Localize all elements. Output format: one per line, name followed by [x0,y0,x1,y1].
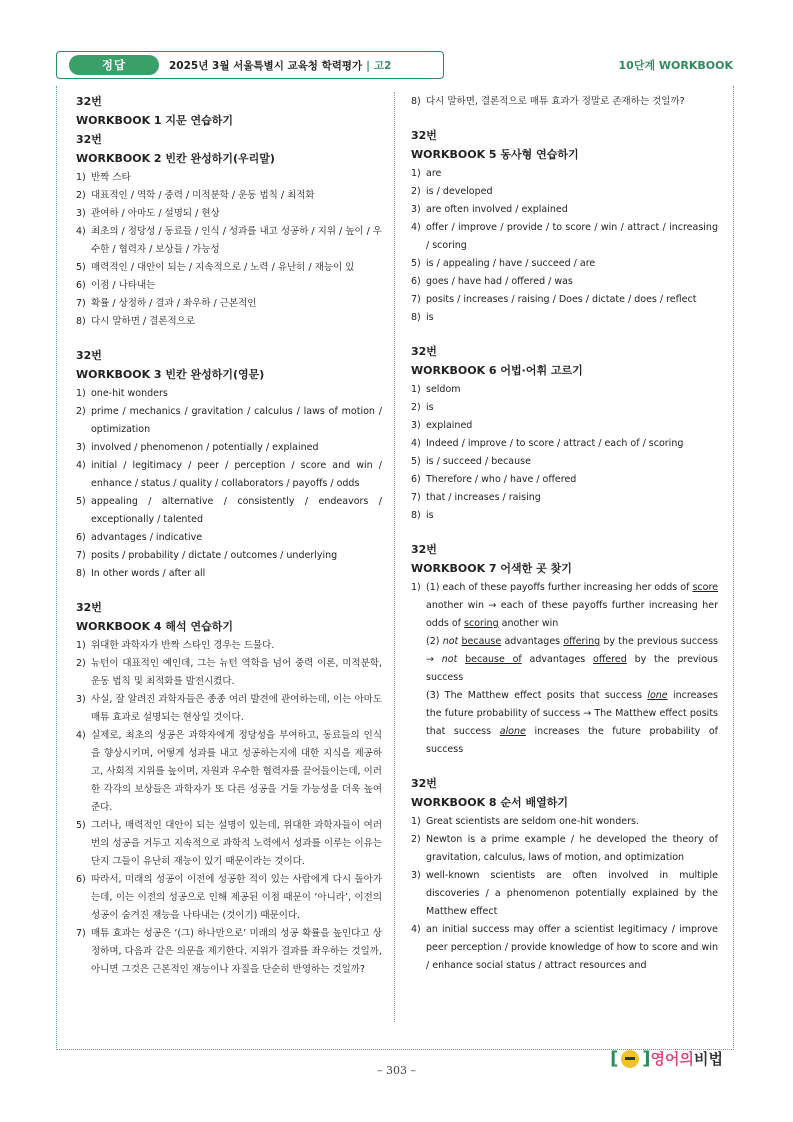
answer-list [411,579,718,759]
list-item: 7) posits / probability / dictate / outcomes / underlying [76,550,338,561]
section-title: WORKBOOK 8 순서 배열하기 [411,796,568,809]
list-item: 2) is [411,402,434,413]
list-item: 1) 반짝 스타 [76,172,131,183]
list-item: 2) prime / mechanics / gravitation / calculus / laws of motion / optimization [76,406,382,435]
list-item: 3) explained [411,420,473,431]
page-number: – 303 – [377,1064,416,1077]
logo-text-b: 비법 [694,1050,723,1068]
section-number: 32번 [76,349,102,362]
list-item: 6) 따라서, 미래의 성공이 이전에 성공한 적이 있는 사람에게 다시 돌아가는데, 이는 이전의 성공으로 인해 제공된 이점 때문이 ‘아니라’, 이전의 성공이 숨겨진 재능을 나타내는 (것이기) 때문이다. [76,874,382,921]
list-item: 3) well-known scientists are often involved in multiple discoveries / a phenomenon potentially explained by the Matthew effect [411,870,718,917]
list-item: 1) Great scientists are seldom one-hit wonders. [411,816,639,827]
section-number: 32번 [76,133,102,146]
list-item: 6) goes / have had / offered / was [411,276,573,287]
correction-1: (1) each of these payoffs further increasing her odds of score another win → each of these payoffs further increasing her odds of scoring another win [426,582,718,629]
section-number: 32번 [411,543,437,556]
correction-3: (3) The Matthew effect posits that success lone increases the future probability of success → The Matthew effect posits that success alone increases the future probability of success [426,690,718,755]
exam-title [169,58,391,73]
answer-list [76,169,382,331]
answer-list [411,381,718,525]
list-item: 5) 그러나, 매력적인 대안이 되는 설명이 있는데, 위대한 과학자들이 여러 번의 성공을 거두고 지속적으로 과학적 노력에서 성과를 이루는 이유는 단지 그들이 유난히 재능이 있기 때문이라는 것이다. [76,820,382,867]
list-item: 4) 실제로, 최초의 성공은 과학자에게 정당성을 부여하고, 동료들의 인식을 향상시키며, 어떻게 성과를 내고 성공하는지에 대한 지식을 제공하고, 사회적 지위를 높이며, 자원과 우수한 협력자를 끌어들이는데, 이러한 각각의 보상들은 과학자가 또 다른 성공을 거둘 가능성을 더욱 높여 준다. [76,730,382,813]
list-item: 6) 이점 / 나타내는 [76,280,156,291]
section-number: 32번 [76,95,102,108]
list-item: 3) are often involved / explained [411,204,568,215]
bracket-left-icon: [ [610,1048,619,1069]
list-item: 1) one-hit wonders [76,388,168,399]
list-item: 4) an initial success may offer a scientist legitimacy / improve peer perception / provide knowledge of how to score and win / enhance social status / attract resources and [411,924,718,971]
list-item: 2) 뉴턴이 대표적인 예인데, 그는 뉴턴 역학을 넘어 중력 이론, 미적분학, 운동 법칙 및 최적화를 발전시켰다. [76,658,382,687]
list-item: 7) 확률 / 상정하 / 결과 / 좌우하 / 근본적인 [76,298,257,309]
list-item: 6) advantages / indicative [76,532,203,543]
list-item: 5) is / appealing / have / succeed / are [411,258,596,269]
list-item: 3) 관여하 / 아마도 / 설명되 / 현상 [76,208,220,219]
bracket-right-icon: ] [642,1048,651,1069]
section-title: WORKBOOK 6 어법·어휘 고르기 [411,364,583,377]
section-title: WORKBOOK 7 어색한 곳 찾기 [411,562,572,575]
section-title: WORKBOOK 2 빈칸 완성하기(우리말) [76,152,275,165]
correction-2: (2) not because advantages offering by the previous success → not because of advantages offered by the previous success [426,636,719,683]
brand-logo [610,1048,723,1069]
list-item: 8) 다시 말하면 / 결론적으로 [76,316,196,327]
section-title: WORKBOOK 4 해석 연습하기 [76,620,233,633]
list-item: 1) 위대한 과학자가 반짝 스타인 경우는 드물다. [76,640,275,651]
answer-list [411,165,718,327]
list-item: 7) 매튜 효과는 성공은 ‘(그) 하나만으로’ 미래의 성공 확률을 높인다고 상정하며, 다음과 같은 의문을 제기한다. 지위가 결과를 좌우하는 것일까, 아니면 그것은 근본적인 재능이나 자질을 단순히 반영하는 것일까? [76,928,382,975]
section-number: 32번 [76,601,102,614]
list-item: 7) that / increases / raising [411,492,541,503]
answer-header-box [56,51,444,79]
section-number: 32번 [411,345,437,358]
list-item: 4) offer / improve / provide / to score / win / attract / increasing / scoring [411,222,718,251]
list-item: 8) is [411,510,434,521]
list-item: 2) is / developed [411,186,493,197]
list-item: 2) Newton is a prime example / he developed the theory of gravitation, calculus, laws of motion, and optimization [411,834,718,863]
list-item: 3) involved / phenomenon / potentially / explained [76,442,319,453]
answer-list [76,637,382,979]
list-item: 8) 다시 말하면, 결론적으로 매튜 효과가 정말로 존재하는 것일까? [411,96,685,107]
list-item: 1) seldom [411,384,461,395]
list-item: 4) Indeed / improve / to score / attract / each of / scoring [411,438,684,449]
answer-list [76,385,382,583]
list-item: 5) appealing / alternative / consistently / endeavors / exceptionally / talented [76,496,382,525]
grade-label: 고2 [374,59,392,72]
list-item: 2) 대표적인 / 역학 / 중력 / 미적분학 / 운동 법칙 / 최적화 [76,190,315,201]
list-item: 4) initial / legitimacy / peer / perception / score and win / enhance / status / quality / collaborators / payoffs / odds [76,460,382,489]
answer-badge: 정답 [69,55,159,75]
list-item: 6) Therefore / who / have / offered [411,474,577,485]
exam-title-text: 2025년 3월 서울특별시 교육청 학력평가 [169,59,363,72]
section-number: 32번 [411,777,437,790]
list-item: 5) is / succeed / because [411,456,531,467]
section-title: WORKBOOK 3 빈칸 완성하기(영문) [76,368,265,381]
answer-list-continued [411,93,718,111]
right-column [411,93,718,975]
section-title: WORKBOOK 5 동사형 연습하기 [411,148,579,161]
list-item: 5) 매력적인 / 대안이 되는 / 지속적으로 / 노력 / 유난히 / 재능이 있 [76,262,355,273]
list-item: 7) posits / increases / raising / Does / dictate / does / reflect [411,294,697,305]
column-divider [394,92,395,1022]
logo-text-a: 영어의 [650,1050,695,1068]
list-item: 8) is [411,312,434,323]
list-item: 3) 사실, 잘 알려진 과학자들은 종종 여러 발견에 관여하는데, 이는 아마도 매튜 효과로 설명되는 현상일 것이다. [76,694,382,723]
list-item: 8) In other words / after all [76,568,206,579]
answer-list [411,813,718,975]
list-item: 1) are [411,168,442,179]
list-item: 4) 최초의 / 정당성 / 동료들 / 인식 / 성과를 내고 성공하 / 지위 / 높이 / 우수한 / 협력자 / 보상들 / 가능성 [76,226,382,255]
bee-icon [621,1050,639,1068]
workbook-stage-label: 10단계 WORKBOOK [618,59,733,72]
left-column [76,93,382,979]
list-item: 1) (1) each of these payoffs further increasing her odds of score another win → each of these payoffs further increasing her odds of scoring another win (2) not because advantages offering by the previous success → not because of advantages offered by the previous success (3) The Matthew effect posits that success lone increases the future probability of success → The Matthew effect posits that success alone increases the future probability of success [411,579,718,759]
section-number: 32번 [411,129,437,142]
section-title: WORKBOOK 1 지문 연습하기 [76,114,233,127]
title-separator: | [366,59,370,72]
